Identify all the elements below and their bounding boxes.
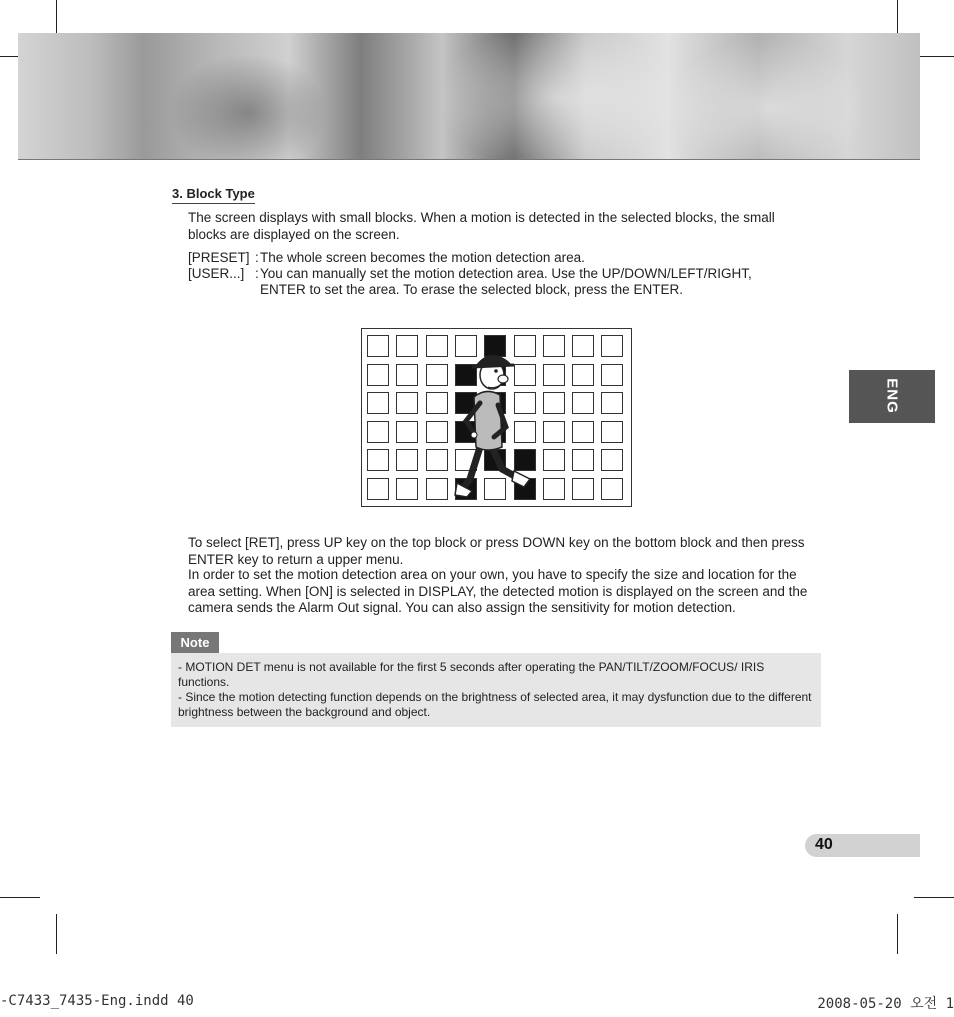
intro-paragraph: The screen displays with small blocks. When a motion is detected in the selected blocks, the small blocks are displayed on the screen. bbox=[188, 210, 775, 242]
page-number: 40 bbox=[815, 836, 833, 853]
option-user-sep: : bbox=[255, 266, 259, 281]
block-grid-figure bbox=[361, 328, 632, 507]
header-banner bbox=[18, 33, 920, 160]
crop-mark bbox=[914, 897, 954, 898]
section-heading: 3. Block Type bbox=[172, 186, 255, 204]
option-user-desc: You can manually set the motion detection area. Use the UP/DOWN/LEFT/RIGHT, bbox=[260, 266, 752, 281]
option-preset-sep: : bbox=[255, 250, 259, 265]
crop-mark bbox=[914, 56, 954, 57]
note-box bbox=[171, 653, 821, 727]
language-side-tab bbox=[849, 370, 935, 423]
crop-mark bbox=[897, 914, 898, 954]
footer-filename: -C7433_7435-Eng.indd 40 bbox=[0, 993, 194, 1009]
option-user-key: [USER...] bbox=[188, 266, 245, 281]
option-preset-key: [PRESET] bbox=[188, 250, 250, 265]
note-item: - Since the motion detecting function depends on the brightness of selected area, it may dysfunction due to the different brightness between the background and object. bbox=[178, 690, 812, 719]
walking-man-illustration bbox=[362, 329, 631, 506]
option-user-desc-cont: ENTER to set the area. To erase the selected block, press the ENTER. bbox=[260, 282, 683, 297]
body-paragraph-ret: To select [RET], press UP key on the top block or press DOWN key on the bottom block and then press ENTER key to return a upper menu. bbox=[188, 535, 805, 567]
footer-timestamp: 2008-05-20 오전 1 bbox=[817, 996, 954, 1012]
note-label: Note bbox=[171, 632, 219, 653]
note-item: - MOTION DET menu is not available for the first 5 seconds after operating the PAN/TILT/ZOOM/FOCUS/ IRIS functions. bbox=[178, 660, 765, 689]
crop-mark bbox=[56, 914, 57, 954]
crop-mark bbox=[0, 897, 40, 898]
page-number-badge bbox=[805, 834, 920, 857]
language-tab-label: ENG bbox=[883, 378, 901, 414]
body-paragraph-area: In order to set the motion detection area on your own, you have to specify the size and location for the area setting. When [ON] is selected in DISPLAY, the detected motion is displayed on the screen and the camera sends the Alarm Out signal. You can also assign the sensitivity for motion detection. bbox=[188, 567, 808, 615]
option-preset-desc: The whole screen becomes the motion detection area. bbox=[260, 250, 585, 265]
